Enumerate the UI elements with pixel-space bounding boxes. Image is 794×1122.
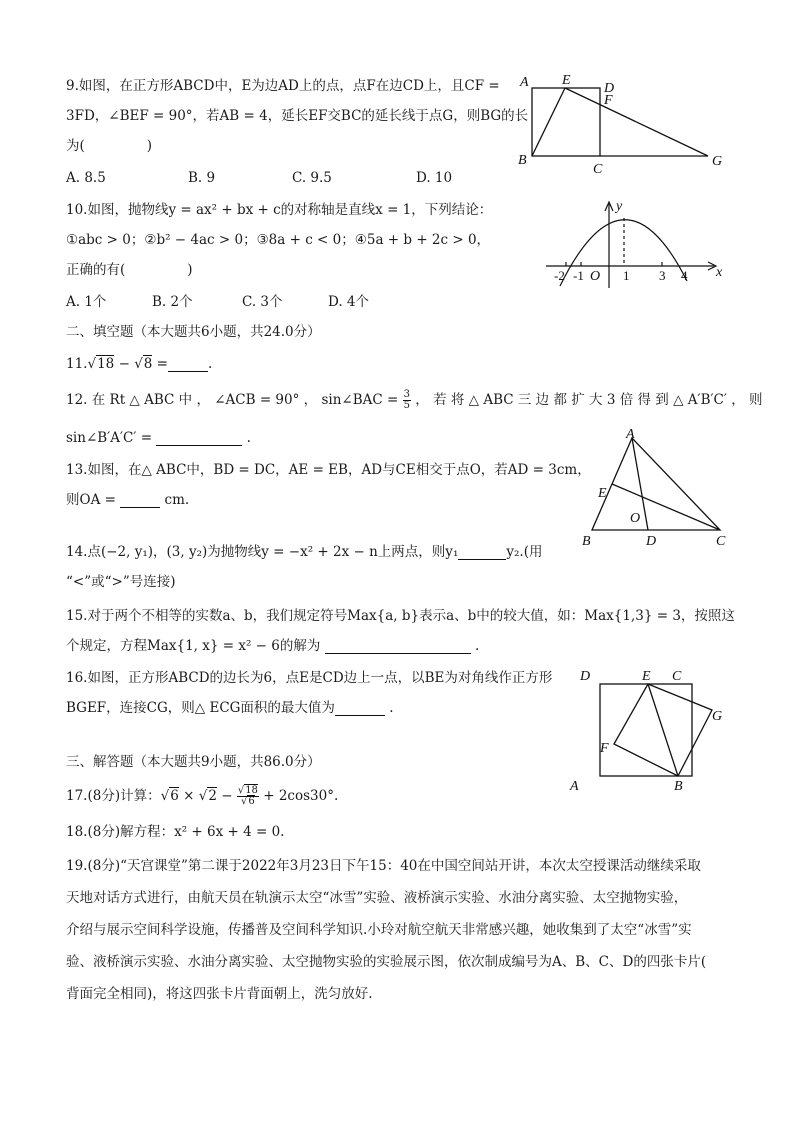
q10-options <box>66 292 369 312</box>
q13-triangle-figure <box>576 426 736 550</box>
q19-line-2: 天地对话方式进行，由航天员在轨演示太空“冰雪”实验、液桥演示实验、水油分离实验、太空抛物实验， <box>66 890 688 906</box>
q19-line-1: 19.(8分)“天宫课堂”第二课于2022年3月23日下午15：40在中国空间站开讲，本次太空授课活动继续采取 <box>66 858 701 874</box>
q9-option-a[interactable]: A. 8.5 <box>66 170 106 186</box>
q19-line-3: 介绍与展示空间科学设施，传播普及空间科学知识.小玲对航空航天非常感兴趣，她收集到了太空“冰雪”实 <box>66 922 692 938</box>
q9-option-d[interactable]: D. 10 <box>416 170 453 186</box>
q18: 18.(8分)解方程：x² + 6x + 4 = 0. <box>66 824 285 840</box>
q9-line-3: 为( ) <box>66 138 153 154</box>
label-d: D <box>580 669 591 684</box>
q12-fraction: $\frac{3}{5}$ <box>403 389 410 411</box>
q13-answer-blank[interactable] <box>120 493 160 508</box>
median-ce <box>612 484 720 530</box>
label-d: D <box>646 534 657 549</box>
q10-option-a[interactable]: A. 1个 <box>66 294 107 310</box>
label-c: C <box>593 162 603 177</box>
square-abcd <box>600 684 692 776</box>
tick-label-minus-2: -2 <box>554 268 565 283</box>
q9-option-b[interactable]: B. 9 <box>188 170 216 186</box>
q10-line-1: 10.如图，抛物线y = ax² + bx + c的对称轴是直线x = 1，下列结论： <box>66 202 493 218</box>
q17-fraction: $\frac{√18}{√6}$ <box>237 785 258 807</box>
q9-option-c[interactable]: C. 9.5 <box>292 170 332 186</box>
label-x: x <box>716 265 723 280</box>
tick-label-1: 1 <box>623 268 630 283</box>
q13-line-1: 13.如图，在△ ABC中，BD = DC，AE = EB，AD与CE相交于点O，若AD = 3cm， <box>66 462 591 478</box>
q10-option-d[interactable]: D. 4个 <box>328 294 370 310</box>
label-origin: O <box>590 269 601 284</box>
q16-square-figure <box>566 664 736 798</box>
label-a: A <box>570 779 579 794</box>
section-2-heading: 二、填空题（本大题共6小题，共24.0分） <box>66 324 321 340</box>
triangle-abc <box>592 438 720 530</box>
q9-options <box>66 168 452 188</box>
q16-answer-blank[interactable] <box>335 701 385 716</box>
q13-line-2: 则OA = cm. <box>66 492 190 508</box>
label-c: C <box>672 669 682 684</box>
label-b: B <box>582 534 591 549</box>
q14-answer-blank[interactable] <box>458 545 506 560</box>
q9-line-1: 9.如图，在正方形ABCD中，E为边AD上的点，点F在边CD上，且CF = <box>66 78 500 94</box>
label-b: B <box>674 779 683 794</box>
label-a: A <box>626 427 635 442</box>
q11-answer-blank[interactable] <box>168 357 208 372</box>
label-a: A <box>520 75 529 90</box>
section-3-heading: 三、解答题（本大题共9小题，共86.0分） <box>66 754 321 770</box>
q10-option-c[interactable]: C. 3个 <box>242 294 283 310</box>
q19-line-4: 验、液桥演示实验、水油分离实验、太空抛物实验的实验展示图，依次制成编号为A、B、C、D的四张卡片( <box>66 954 707 970</box>
label-g: G <box>712 154 723 169</box>
q12-answer-blank[interactable] <box>156 431 242 446</box>
q16-line-2: BGEF，连接CG，则△ ECG面积的最大值为 . <box>66 700 394 716</box>
tick-label-4: 4 <box>681 268 688 283</box>
q9-line-2: 3FD，∠BEF = 90°，若AB = 4，延长EF交BC的延长线于点G，则BG的长 <box>66 108 529 124</box>
q10-parabola-figure <box>538 196 728 296</box>
label-e: E <box>598 486 607 501</box>
label-d: D <box>604 81 615 96</box>
q14-line-1: 14.点(−2, y₁)，(3, y₂)为抛物线y = −x² + 2x − n上两点，则y₁ y₂.(用 <box>66 544 543 560</box>
q12-line-1: 12. 在 Rt △ ABC 中 ， ∠ACB = 90° ， sin∠BAC = $\frac{3}{5}$ ， 若 将 △ ABC 三 边 都 扩 大 3 倍 得 到 △ A′B′C′ ， 则 <box>66 389 763 411</box>
label-b: B <box>518 153 527 168</box>
segment-be <box>532 88 565 156</box>
q15-answer-blank[interactable] <box>325 639 471 654</box>
q10-line-3: 正确的有( ) <box>66 262 193 278</box>
label-g: G <box>712 709 723 724</box>
label-f: F <box>600 741 609 756</box>
segment-eg <box>565 88 708 156</box>
label-e: E <box>642 669 651 684</box>
q14-line-2: “<”或“>”号连接) <box>66 574 176 590</box>
q10-option-b[interactable]: B. 2个 <box>152 294 193 310</box>
tick-label-minus-1: -1 <box>573 268 584 283</box>
q12-line-2: sin∠B′A′C′ = . <box>66 430 251 446</box>
label-y: y <box>616 199 623 214</box>
q10-line-2: ①abc > 0；②b² − 4ac > 0；③8a + c < 0；④5a + b + 2c > 0， <box>66 232 491 248</box>
q15-line-1: 15.对于两个不相等的实数a、b，我们规定符号Max{a, b}表示a、b中的较大值，如：Max{1,3} = 3，按照这 <box>66 608 735 624</box>
label-e: E <box>562 73 571 88</box>
label-f: F <box>604 93 613 108</box>
tick-label-3: 3 <box>659 268 666 283</box>
label-c: C <box>716 534 726 549</box>
q15-line-2: 个规定，方程Max{1, x} = x² − 6的解为 . <box>66 638 480 654</box>
label-o: O <box>630 511 641 526</box>
square-abcd <box>532 88 600 156</box>
diagonal-be <box>648 684 678 776</box>
q19-line-5: 背面完全相同)，将这四张卡片背面朝上，洗匀放好. <box>66 986 373 1002</box>
q9-figure <box>512 72 732 182</box>
q11: 11.√18 − √8 = . <box>66 356 213 372</box>
q16-line-1: 16.如图，正方形ABCD的边长为6，点E是CD边上一点，以BE为对角线作正方形 <box>66 670 553 686</box>
q17: 17.(8分)计算：√6 × √2 − $\frac{√18}{√6}$ + 2cos30°. <box>66 785 339 807</box>
